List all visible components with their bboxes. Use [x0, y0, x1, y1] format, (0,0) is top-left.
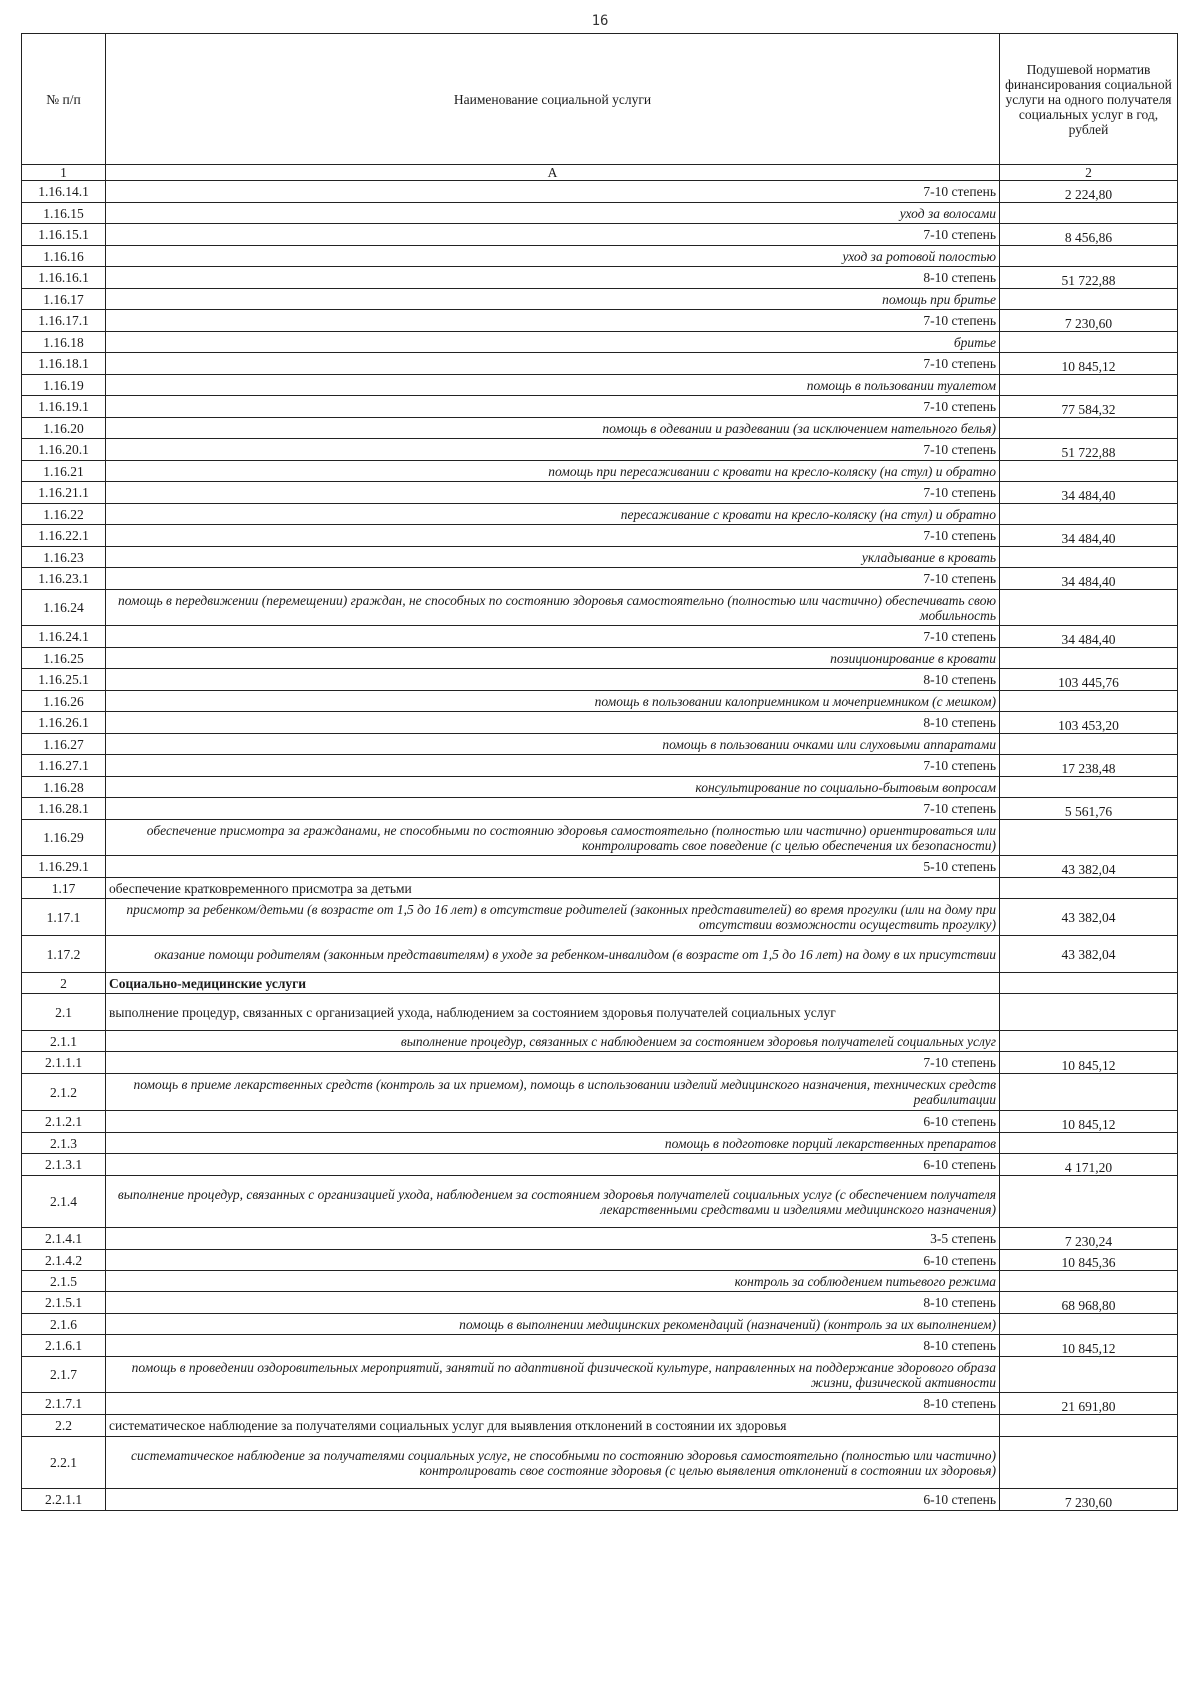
- index-row: [22, 165, 1178, 181]
- service-name: помощь в одевании и раздевании (за исключением нательного белья): [106, 418, 1000, 439]
- service-name: 6-10 степень: [106, 1250, 1000, 1271]
- service-name: 7-10 степень: [106, 626, 1000, 648]
- financing-value: [1000, 246, 1178, 267]
- financing-value: 17 238,48: [1000, 755, 1178, 777]
- row-number: 2.1.2: [22, 1074, 106, 1111]
- table-row: [22, 777, 1178, 798]
- table-row: [22, 1111, 1178, 1133]
- financing-value: 10 845,12: [1000, 1052, 1178, 1074]
- financing-value: 68 968,80: [1000, 1292, 1178, 1314]
- service-name: 7-10 степень: [106, 1052, 1000, 1074]
- financing-value: 8 456,86: [1000, 224, 1178, 246]
- table-row: [22, 626, 1178, 648]
- table-row: [22, 482, 1178, 504]
- table-row: [22, 1228, 1178, 1250]
- row-number: 1.16.23.1: [22, 568, 106, 590]
- table-row: [22, 1133, 1178, 1154]
- row-number: 1.16.22: [22, 504, 106, 525]
- table-row: [22, 712, 1178, 734]
- row-number: 2.1.6: [22, 1314, 106, 1335]
- table-row: [22, 547, 1178, 568]
- table-row: [22, 418, 1178, 439]
- row-number: 2.1.7.1: [22, 1393, 106, 1415]
- financing-value: 5 561,76: [1000, 798, 1178, 820]
- financing-value: 7 230,60: [1000, 1489, 1178, 1511]
- services-table: [21, 33, 1178, 1511]
- service-name: 7-10 степень: [106, 224, 1000, 246]
- service-name: выполнение процедур, связанных с организацией ухода, наблюдением за состоянием здоровья получателей социальных услуг: [106, 994, 1000, 1031]
- financing-value: [1000, 878, 1178, 899]
- table-row: [22, 1154, 1178, 1176]
- table-row: [22, 1052, 1178, 1074]
- table-row: [22, 375, 1178, 396]
- financing-value: [1000, 777, 1178, 798]
- service-name: позиционирование в кровати: [106, 648, 1000, 669]
- service-name: оказание помощи родителям (законным представителям) в уходе за ребенком-инвалидом (в возрасте от 1,5 до 16 лет) на дому в их присутствии: [106, 936, 1000, 973]
- table-row: [22, 973, 1178, 994]
- financing-value: 10 845,12: [1000, 1335, 1178, 1357]
- financing-value: 43 382,04: [1000, 936, 1178, 973]
- row-number: 1.16.21.1: [22, 482, 106, 504]
- financing-value: [1000, 1271, 1178, 1292]
- row-number: 1.16.15.1: [22, 224, 106, 246]
- row-number: 1.16.29: [22, 820, 106, 856]
- row-number: 1.16.25: [22, 648, 106, 669]
- row-number: 1.16.19.1: [22, 396, 106, 418]
- service-name: помощь при бритье: [106, 289, 1000, 310]
- service-name: консультирование по социально-бытовым вопросам: [106, 777, 1000, 798]
- service-name: контроль за соблюдением питьевого режима: [106, 1271, 1000, 1292]
- row-number: 1.16.19: [22, 375, 106, 396]
- service-name: 7-10 степень: [106, 439, 1000, 461]
- service-name: Социально-медицинские услуги: [106, 973, 1000, 994]
- financing-value: [1000, 820, 1178, 856]
- financing-value: 34 484,40: [1000, 626, 1178, 648]
- service-name: систематическое наблюдение за получателями социальных услуг для выявления отклонений в состоянии их здоровья: [106, 1415, 1000, 1437]
- row-number: 2.1.4.1: [22, 1228, 106, 1250]
- table-row: [22, 267, 1178, 289]
- service-name: 6-10 степень: [106, 1111, 1000, 1133]
- financing-value: 10 845,12: [1000, 353, 1178, 375]
- table-row: [22, 590, 1178, 626]
- table-row: [22, 669, 1178, 691]
- financing-value: [1000, 1133, 1178, 1154]
- financing-value: [1000, 648, 1178, 669]
- service-name: уход за волосами: [106, 203, 1000, 224]
- table-row: [22, 691, 1178, 712]
- financing-value: 77 584,32: [1000, 396, 1178, 418]
- table-row: [22, 1489, 1178, 1511]
- row-number: 1.16.29.1: [22, 856, 106, 878]
- service-name: 7-10 степень: [106, 181, 1000, 203]
- table-row: [22, 1074, 1178, 1111]
- page-number: 16: [591, 13, 609, 29]
- service-name: бритье: [106, 332, 1000, 353]
- table-row: [22, 1335, 1178, 1357]
- financing-value: [1000, 1437, 1178, 1489]
- header-row: [22, 34, 1178, 165]
- row-number: 2: [22, 973, 106, 994]
- financing-value: 51 722,88: [1000, 439, 1178, 461]
- table-row: [22, 525, 1178, 547]
- financing-value: [1000, 734, 1178, 755]
- row-number: 1.16.20.1: [22, 439, 106, 461]
- service-name: 8-10 степень: [106, 1335, 1000, 1357]
- row-number: 2.2.1: [22, 1437, 106, 1489]
- table-row: [22, 224, 1178, 246]
- financing-value: 34 484,40: [1000, 568, 1178, 590]
- service-name: 8-10 степень: [106, 669, 1000, 691]
- table-row: [22, 1415, 1178, 1437]
- row-number: 2.1.7: [22, 1357, 106, 1393]
- service-name: 7-10 степень: [106, 755, 1000, 777]
- table-row: [22, 878, 1178, 899]
- service-name: пересаживание с кровати на кресло-коляску (на стул) и обратно: [106, 504, 1000, 525]
- service-name: 7-10 степень: [106, 353, 1000, 375]
- financing-value: 103 445,76: [1000, 669, 1178, 691]
- financing-value: 7 230,60: [1000, 310, 1178, 332]
- service-name: укладывание в кровать: [106, 547, 1000, 568]
- financing-value: [1000, 1074, 1178, 1111]
- table-row: [22, 203, 1178, 224]
- financing-value: 2 224,80: [1000, 181, 1178, 203]
- financing-value: 7 230,24: [1000, 1228, 1178, 1250]
- row-number: 2.1.4.2: [22, 1250, 106, 1271]
- financing-value: [1000, 1357, 1178, 1393]
- row-number: 1.17.1: [22, 899, 106, 936]
- table-row: [22, 568, 1178, 590]
- service-name: 7-10 степень: [106, 396, 1000, 418]
- row-number: 1.16.25.1: [22, 669, 106, 691]
- service-name: обеспечение кратковременного присмотра за детьми: [106, 878, 1000, 899]
- financing-value: [1000, 418, 1178, 439]
- table-row: [22, 648, 1178, 669]
- row-number: 1.16.17: [22, 289, 106, 310]
- row-number: 1.16.27.1: [22, 755, 106, 777]
- row-number: 1.16.18.1: [22, 353, 106, 375]
- financing-value: 34 484,40: [1000, 482, 1178, 504]
- service-name: обеспечение присмотра за гражданами, не способными по состоянию здоровья самостоятельно (полностью или частично) ориентироваться или контролировать свое поведение (с целью обеспечения их безопасности): [106, 820, 1000, 856]
- financing-value: 21 691,80: [1000, 1393, 1178, 1415]
- service-name: 3-5 степень: [106, 1228, 1000, 1250]
- table-row: [22, 1393, 1178, 1415]
- table-row: [22, 994, 1178, 1031]
- row-number: 1.16.26: [22, 691, 106, 712]
- financing-value: [1000, 973, 1178, 994]
- table-row: [22, 310, 1178, 332]
- service-name: присмотр за ребенком/детьми (в возрасте от 1,5 до 16 лет) в отсутствие родителей (законных представителей) во время прогулки (или на дому при отсутствии возможности осуществить прогулку): [106, 899, 1000, 936]
- row-number: 2.2: [22, 1415, 106, 1437]
- financing-value: [1000, 289, 1178, 310]
- service-name: уход за ротовой полостью: [106, 246, 1000, 267]
- service-name: 8-10 степень: [106, 267, 1000, 289]
- table-row: [22, 798, 1178, 820]
- financing-value: [1000, 1031, 1178, 1052]
- row-number: 1.16.16.1: [22, 267, 106, 289]
- financing-value: 43 382,04: [1000, 899, 1178, 936]
- row-number: 1.16.16: [22, 246, 106, 267]
- service-name: 7-10 степень: [106, 310, 1000, 332]
- financing-value: 51 722,88: [1000, 267, 1178, 289]
- row-number: 1.16.18: [22, 332, 106, 353]
- header-value: Подушевой норматив финансирования социальной услуги на одного получателя социальных услуг в год, рублей: [1000, 34, 1178, 165]
- service-name: помощь в проведении оздоровительных мероприятий, занятий по адаптивной физической культуре, направленных на поддержание здорового образа жизни, физической активности: [106, 1357, 1000, 1393]
- row-number: 1.16.20: [22, 418, 106, 439]
- table-row: [22, 1176, 1178, 1228]
- service-name: выполнение процедур, связанных с организацией ухода, наблюдением за состоянием здоровья получателей социальных услуг (с обеспечением получателя лекарственными средствами и изделиями медицинского назначения): [106, 1176, 1000, 1228]
- table-row: [22, 734, 1178, 755]
- table-row: [22, 936, 1178, 973]
- table-row: [22, 899, 1178, 936]
- service-name: помощь в приеме лекарственных средств (контроль за их приемом), помощь в использовании изделий медицинского назначения, технических средств реабилитации: [106, 1074, 1000, 1111]
- service-name: 5-10 степень: [106, 856, 1000, 878]
- table-row: [22, 820, 1178, 856]
- service-name: 6-10 степень: [106, 1154, 1000, 1176]
- table-row: [22, 1292, 1178, 1314]
- table-row: [22, 1031, 1178, 1052]
- row-number: 1.16.15: [22, 203, 106, 224]
- header-num: № п/п: [22, 34, 106, 165]
- row-number: 1.16.26.1: [22, 712, 106, 734]
- row-number: 2.1.3.1: [22, 1154, 106, 1176]
- row-number: 2.1.2.1: [22, 1111, 106, 1133]
- service-name: 8-10 степень: [106, 1292, 1000, 1314]
- row-number: 2.1: [22, 994, 106, 1031]
- table-row: [22, 396, 1178, 418]
- service-name: помощь в пользовании очками или слуховыми аппаратами: [106, 734, 1000, 755]
- service-name: выполнение процедур, связанных с наблюдением за состоянием здоровья получателей социальных услуг: [106, 1031, 1000, 1052]
- table-row: [22, 332, 1178, 353]
- financing-value: [1000, 375, 1178, 396]
- row-number: 1.16.24: [22, 590, 106, 626]
- row-number: 2.1.3: [22, 1133, 106, 1154]
- table-row: [22, 246, 1178, 267]
- index-num: 1: [22, 165, 106, 181]
- table-row: [22, 1437, 1178, 1489]
- row-number: 2.1.1.1: [22, 1052, 106, 1074]
- service-name: помощь при пересаживании с кровати на кресло-коляску (на стул) и обратно: [106, 461, 1000, 482]
- row-number: 2.1.5.1: [22, 1292, 106, 1314]
- service-name: помощь в выполнении медицинских рекомендаций (назначений) (контроль за их выполнением): [106, 1314, 1000, 1335]
- table-row: [22, 289, 1178, 310]
- financing-value: [1000, 1415, 1178, 1437]
- index-value: 2: [1000, 165, 1178, 181]
- table-row: [22, 461, 1178, 482]
- financing-value: 103 453,20: [1000, 712, 1178, 734]
- row-number: 1.16.24.1: [22, 626, 106, 648]
- row-number: 2.1.4: [22, 1176, 106, 1228]
- row-number: 1.16.14.1: [22, 181, 106, 203]
- index-name: А: [106, 165, 1000, 181]
- financing-value: [1000, 1176, 1178, 1228]
- service-name: 7-10 степень: [106, 525, 1000, 547]
- row-number: 1.17.2: [22, 936, 106, 973]
- service-name: помощь в передвижении (перемещении) граждан, не способных по состоянию здоровья самостоятельно (полностью или частично) обеспечивать свою мобильность: [106, 590, 1000, 626]
- financing-value: [1000, 461, 1178, 482]
- financing-value: [1000, 691, 1178, 712]
- service-name: помощь в пользовании туалетом: [106, 375, 1000, 396]
- service-name: 7-10 степень: [106, 798, 1000, 820]
- row-number: 2.1.1: [22, 1031, 106, 1052]
- row-number: 1.16.23: [22, 547, 106, 568]
- financing-value: 10 845,12: [1000, 1111, 1178, 1133]
- financing-value: [1000, 504, 1178, 525]
- table-row: [22, 1357, 1178, 1393]
- row-number: 2.1.6.1: [22, 1335, 106, 1357]
- row-number: 1.16.28.1: [22, 798, 106, 820]
- row-number: 1.17: [22, 878, 106, 899]
- table-row: [22, 181, 1178, 203]
- service-name: 8-10 степень: [106, 712, 1000, 734]
- financing-value: [1000, 1314, 1178, 1335]
- row-number: 1.16.28: [22, 777, 106, 798]
- table-row: [22, 856, 1178, 878]
- financing-value: 4 171,20: [1000, 1154, 1178, 1176]
- service-name: помощь в пользовании калоприемником и мочеприемником (с мешком): [106, 691, 1000, 712]
- table-row: [22, 755, 1178, 777]
- service-name: систематическое наблюдение за получателями социальных услуг, не способными по состоянию здоровья самостоятельно (полностью или частично) контролировать свое состояние здоровья (с целью выявления отклонений в состоянии их здоровья): [106, 1437, 1000, 1489]
- table-row: [22, 439, 1178, 461]
- service-name: 8-10 степень: [106, 1393, 1000, 1415]
- row-number: 1.16.27: [22, 734, 106, 755]
- financing-value: 10 845,36: [1000, 1250, 1178, 1271]
- row-number: 1.16.21: [22, 461, 106, 482]
- service-name: 7-10 степень: [106, 568, 1000, 590]
- financing-value: [1000, 547, 1178, 568]
- row-number: 2.1.5: [22, 1271, 106, 1292]
- financing-value: [1000, 590, 1178, 626]
- table-row: [22, 353, 1178, 375]
- financing-value: 34 484,40: [1000, 525, 1178, 547]
- table-row: [22, 504, 1178, 525]
- financing-value: [1000, 203, 1178, 224]
- table-row: [22, 1250, 1178, 1271]
- row-number: 1.16.17.1: [22, 310, 106, 332]
- service-name: помощь в подготовке порций лекарственных препаратов: [106, 1133, 1000, 1154]
- service-name: 6-10 степень: [106, 1489, 1000, 1511]
- row-number: 2.2.1.1: [22, 1489, 106, 1511]
- financing-value: [1000, 332, 1178, 353]
- financing-value: 43 382,04: [1000, 856, 1178, 878]
- table-row: [22, 1314, 1178, 1335]
- table-row: [22, 1271, 1178, 1292]
- service-name: 7-10 степень: [106, 482, 1000, 504]
- financing-value: [1000, 994, 1178, 1031]
- row-number: 1.16.22.1: [22, 525, 106, 547]
- header-name: Наименование социальной услуги: [106, 34, 1000, 165]
